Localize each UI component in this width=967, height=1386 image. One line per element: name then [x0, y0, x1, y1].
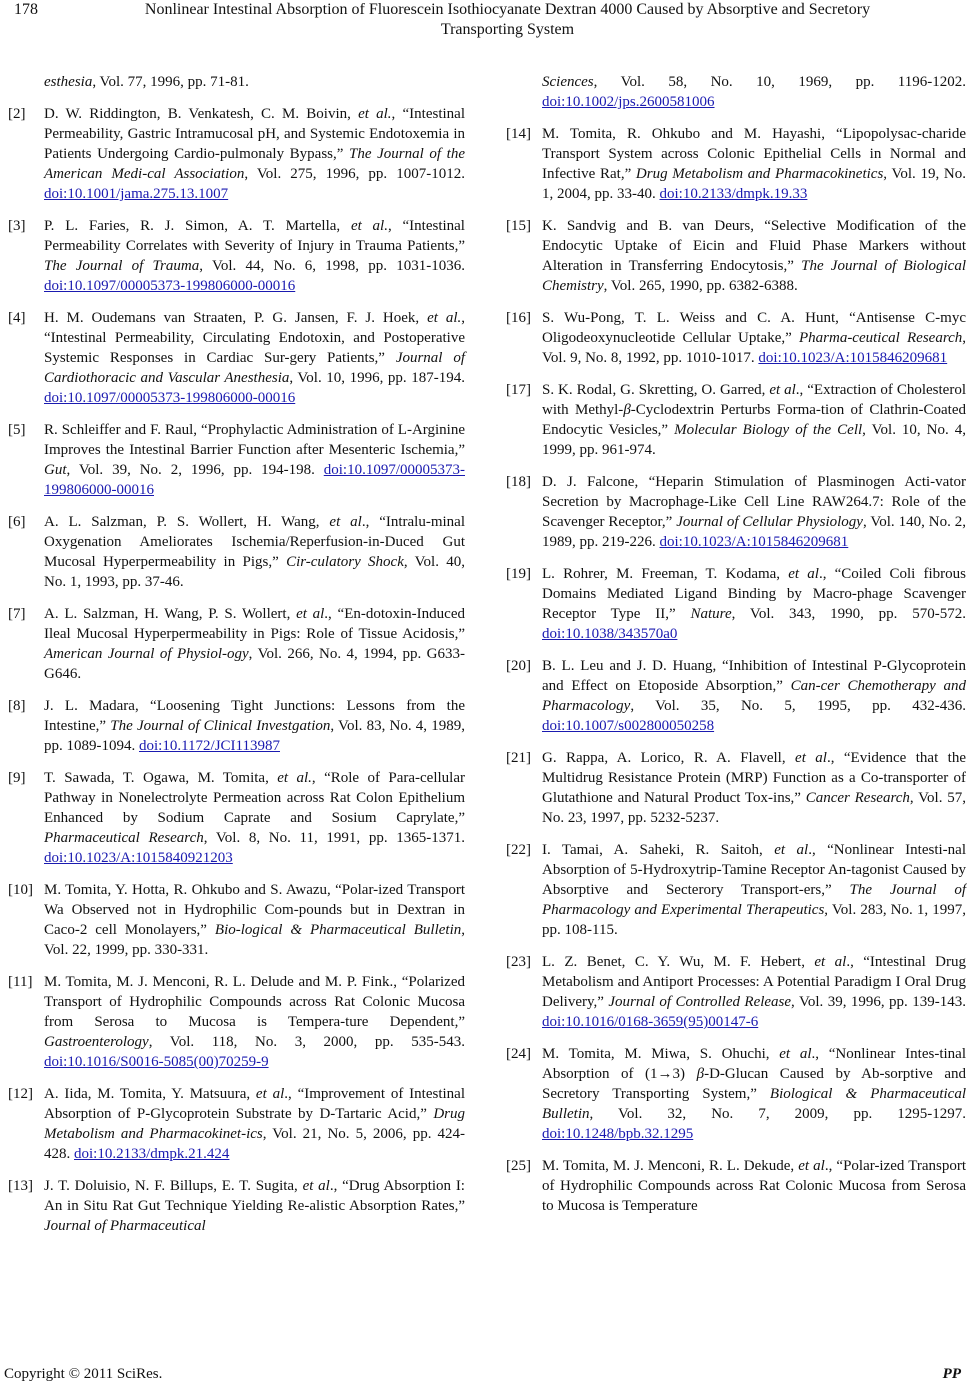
reference-italic-text: Bio-logical & Pharmaceutical Bulletin — [214, 922, 462, 938]
reference-text: , Vol. 58, No. 10, 1969, pp. 1196-1202. — [593, 74, 966, 90]
reference-italic-text: American Journal of Physiol-ogy — [44, 646, 249, 662]
reference-italic-text: et al — [788, 566, 819, 582]
reference-italic-text: et al — [769, 382, 796, 398]
reference-text: L. Z. Benet, C. Y. Wu, M. F. Hebert, — [542, 954, 815, 970]
reference-entry — [8, 216, 465, 296]
reference-italic-text: Drug Metabolism and Pharmacokinet-ics — [44, 1106, 465, 1142]
reference-number: [18] — [506, 474, 531, 490]
reference-text: ., “Polar-ized Transport of Hydrophilic Compounds across Rat Colonic Mucosa from Serosa to Mucosa is Temperature — [542, 1158, 967, 1214]
reference-text: , Vol. 83, No. 4, 1989, pp. 1089-1094. — [44, 718, 465, 754]
reference-entry — [506, 472, 966, 552]
reference-text: R. Schleiffer and F. Raul, “Prophylactic Administration of L-Arginine Improves the Intestinal Barrier Function after Mesenteric Ischemia,” — [44, 422, 465, 458]
doi-link[interactable]: doi:10.1016/S0016-5085(00)70259-9 — [44, 1054, 269, 1070]
reference-text: , Vol. 32, No. 7, 2009, pp. 1295-1297. — [589, 1106, 966, 1122]
journal-abbreviation: PP — [942, 1366, 961, 1382]
reference-entry — [8, 308, 465, 408]
reference-text: , Vol. 19, No. 1, 2004, pp. 33-40. — [542, 166, 966, 202]
reference-text: ., “Coiled Coli fibrous Domains Mediated Ligand Binding by Macro-phage Scavenger Receptor Type II,” — [542, 566, 966, 622]
reference-text: ., “Drug Absorption I: An in Situ Rat Gut Technique Yielding Re-alistic Absorption Rates,” — [44, 1178, 465, 1214]
reference-number: [10] — [8, 882, 33, 898]
reference-text: , Vol. 57, No. 23, 1997, pp. 5232-5237. — [542, 790, 966, 826]
reference-italic-text: esthesia — [44, 74, 93, 90]
doi-link[interactable]: doi:10.1007/s002800050258 — [542, 718, 715, 734]
reference-entry — [8, 104, 465, 204]
reference-entry — [8, 72, 465, 92]
reference-italic-text: Journal of Cardiothoracic and Vascular Anesthesia — [44, 350, 465, 386]
reference-italic-text: Cancer Research — [805, 790, 910, 806]
reference-number: [23] — [506, 954, 531, 970]
reference-entry — [506, 564, 966, 644]
reference-text: , Vol. 265, 1990, pp. 6382-6388. — [603, 278, 798, 294]
page-header — [0, 0, 967, 44]
reference-italic-text: The Journal of Biological Chemistry — [542, 258, 966, 294]
reference-text: , Vol. 35, No. 5, 1995, pp. 432-436. — [630, 698, 966, 714]
running-title-line-2: Transporting System — [440, 21, 575, 38]
doi-link[interactable]: doi:10.1002/jps.2600581006 — [542, 94, 715, 110]
reference-text: , Vol. 21, No. 5, 2006, pp. 424-428. — [44, 1126, 466, 1162]
reference-text: A. Iida, M. Tomita, Y. Matsuura, — [44, 1086, 256, 1102]
reference-text: J. L. Madara, “Loosening Tight Junctions: Lessons from the Intestine,” — [44, 698, 465, 734]
references-left-column — [8, 72, 465, 1248]
reference-italic-text: et al. — [427, 310, 462, 326]
doi-link[interactable]: doi:10.1097/00005373-199806000-00016 — [44, 462, 465, 498]
reference-entry — [8, 604, 465, 684]
reference-entry — [8, 512, 465, 592]
reference-entry — [506, 840, 966, 940]
reference-number: [14] — [506, 126, 531, 142]
reference-text: K. Sandvig and B. van Deurs, “Selective Modification of the Endocytic Uptake of Eicin and Fluid Phase Markers without Alteration in Transferring Endocytosis,” — [542, 218, 966, 274]
reference-text: , Vol. 283, No. 1, 1997, pp. 108-115. — [542, 902, 966, 938]
reference-entry — [506, 748, 966, 828]
reference-number: [12] — [8, 1086, 33, 1102]
reference-italic-text: Can-cer Chemotherapy and Pharmacology — [542, 678, 966, 714]
reference-entry — [506, 656, 966, 736]
reference-text: L. Rohrer, M. Freeman, T. Kodama, — [542, 566, 789, 582]
reference-italic-text: et al — [255, 1086, 285, 1102]
reference-number: [11] — [8, 974, 33, 990]
reference-number: [5] — [8, 422, 26, 438]
reference-italic-text: The Journal of the American Medi-cal Association — [44, 146, 466, 182]
reference-text: M. Tomita, M. J. Menconi, R. L. Dekude, — [542, 1158, 799, 1174]
reference-number: [4] — [8, 310, 26, 326]
reference-italic-text: et al — [296, 606, 325, 622]
reference-text: , Vol. 77, 1996, pp. 71-81. — [92, 74, 249, 90]
page-number: 178 — [14, 1, 38, 18]
reference-text: , Vol. 40, No. 1, 1993, pp. 37-46. — [44, 554, 466, 590]
reference-italic-text: Gut — [44, 462, 67, 478]
reference-entry — [506, 72, 966, 112]
doi-link[interactable]: doi:10.1023/A:1015846209681 — [758, 350, 948, 366]
reference-text: J. T. Doluisio, N. F. Billups, E. T. Sugita, — [44, 1178, 303, 1194]
reference-text: ., “Evidence that the Multidrug Resistance Protein (MRP) Function as a Co-transporter of Glutathione and Natural Product Tox-ins,” — [542, 750, 967, 806]
reference-text: , “Intestinal Permeability, Gastric Intramucosal pH, and Systemic Endotoxemia in Patients Undergoing Cardio-pulmonaly Bypass,” — [44, 106, 465, 162]
reference-entry — [8, 1084, 465, 1164]
reference-number: [20] — [506, 658, 531, 674]
reference-text: ., “Nonlinear Intesti-nal Absorption of 5-Hydroxytrip-Tamine Receptor An-tagonist Caused by Absorptive and Secterory Transport-ers,” — [542, 842, 966, 898]
page-footer — [0, 1364, 967, 1386]
reference-text: , Vol. 275, 1996, pp. 1007-1012. — [244, 166, 466, 182]
reference-italic-text: et al — [302, 1178, 330, 1194]
doi-link[interactable]: doi:10.2133/dmpk.19.33 — [659, 186, 808, 202]
reference-text: , “Intestinal Permeability, Circulating Endotoxin, and Postoperative Systemic Responses in Cardiac Sur-gery Patients,” — [44, 310, 465, 366]
reference-italic-text: β — [623, 402, 631, 418]
doi-link[interactable]: doi:10.1001/jama.275.13.1007 — [44, 186, 229, 202]
reference-number: [13] — [8, 1178, 33, 1194]
reference-entry — [8, 420, 465, 500]
reference-italic-text: et al — [798, 1158, 825, 1174]
reference-number: [15] — [506, 218, 531, 234]
reference-text: B. L. Leu and J. D. Huang, “Inhibition of Intestinal P-Glycoprotein and Effect on Etoposide Absorption,” — [542, 658, 966, 694]
reference-number: [22] — [506, 842, 531, 858]
reference-text: ., “Intralu-minal Oxygenation Ameliorates Ischemia/Reperfusion-in-Duced Gut Mucosal Hyperpermeability in Pigs,” — [44, 514, 466, 570]
reference-entry — [506, 124, 966, 204]
reference-italic-text: Biological & Pharmaceutical Bulletin — [542, 1086, 967, 1122]
reference-italic-text: Journal of Controlled Release — [608, 994, 792, 1010]
reference-italic-text: et al — [329, 514, 362, 530]
reference-entry — [506, 1044, 966, 1144]
reference-text: M. Tomita, Y. Hotta, R. Ohkubo and S. Awazu, “Polar-ized Transport Wa Observed not in Hydrophilic Com-pounds but in Dextran in Caco-2 cell Monolayers,” — [44, 882, 465, 938]
reference-entry — [506, 380, 966, 460]
reference-text: -D-Glucan Caused by Ab-sorptive and Secretory Transporting System,” — [542, 1066, 966, 1102]
reference-text: , Vol. 118, No. 3, 2000, pp. 535-543. — [148, 1034, 465, 1050]
references-right-column — [506, 72, 966, 1228]
doi-link[interactable]: doi:10.1023/A:1015846209681 — [659, 534, 849, 550]
reference-number: [17] — [506, 382, 531, 398]
reference-text: ., “Extraction of Cholesterol with Methyl- — [542, 382, 966, 418]
reference-italic-text: et al. — [350, 218, 388, 234]
reference-text: M. Tomita, M. J. Menconi, R. L. Delude and M. P. Fink., “Polarized Transport of Hydrophilic Compounds across Rat Colonic Mucosa from Serosa to Mucosa is Tempera-ture Dependent,” — [44, 974, 465, 1030]
reference-number: [8] — [8, 698, 26, 714]
reference-number: [2] — [8, 106, 26, 122]
reference-text: , Vol. 39, No. 2, 1996, pp. 194-198. — [66, 462, 324, 478]
reference-entry — [506, 952, 966, 1032]
reference-italic-text: Journal of Cellular Physiology — [676, 514, 863, 530]
reference-text: D. J. Falcone, “Heparin Stimulation of Plasminogen Acti-vator Secretion by Macrophage-Like Cell Line RAW264.7: Role of the Scavenger Receptor,” — [542, 474, 966, 530]
reference-number: [3] — [8, 218, 26, 234]
reference-italic-text: Pharma-ceutical Research — [798, 330, 963, 346]
reference-text: ., “Improvement of Intestinal Absorption of P-Glycoprotein Substrate by D-Tartaric Acid,” — [44, 1086, 465, 1122]
reference-text: G. Rappa, A. Lorico, R. A. Flavell, — [542, 750, 796, 766]
reference-text: -Cyclodextrin Perturbs Forma-tion of Clathrin-Coated Endocytic Vesicles,” — [542, 402, 966, 438]
reference-entry — [8, 880, 465, 960]
reference-italic-text: The Journal of Trauma — [44, 258, 200, 274]
reference-italic-text: Drug Metabolism and Pharmacokinetics — [635, 166, 884, 182]
reference-text: T. Sawada, T. Ogawa, M. Tomita, — [44, 770, 278, 786]
reference-italic-text: Molecular Biology of the Cell — [674, 422, 863, 438]
reference-italic-text: et al. — [358, 106, 392, 122]
reference-text: , Vol. 266, No. 4, 1994, pp. G633-G646. — [44, 646, 465, 682]
copyright-notice: Copyright © 2011 SciRes. — [4, 1366, 163, 1382]
reference-text: M. Tomita, M. Miwa, S. Ohuchi, — [542, 1046, 780, 1062]
reference-text: , “Intestinal Permeability Correlates with Severity of Injury in Trauma Patients,” — [44, 218, 465, 254]
reference-text: ., “Nonlinear Intes-tinal Absorption of (1→3) — [542, 1046, 966, 1082]
reference-italic-text: Journal of Pharmaceutical — [44, 1218, 206, 1234]
reference-entry — [8, 972, 465, 1072]
reference-text: , Vol. 9, No. 8, 1992, pp. 1010-1017. — [542, 330, 967, 366]
reference-number: [19] — [506, 566, 531, 582]
reference-italic-text: Cir-culatory Shock — [286, 554, 404, 570]
reference-italic-text: The Journal of Clinical Investgation — [110, 718, 331, 734]
reference-italic-text: et al. — [277, 770, 312, 786]
doi-link[interactable]: doi:10.1097/00005373-199806000-00016 — [44, 278, 296, 294]
doi-link[interactable]: doi:10.1172/JCI113987 — [139, 738, 280, 754]
reference-entry — [506, 216, 966, 296]
reference-text: , Vol. 39, 1996, pp. 139-143. — [791, 994, 966, 1010]
reference-number: [6] — [8, 514, 26, 530]
reference-entry — [8, 1176, 465, 1236]
reference-text: ., “Intestinal Drug Metabolism and Antiport Processes: A Potential Paradigm I Oral Drug Delivery,” — [542, 954, 966, 1010]
reference-number: [16] — [506, 310, 531, 326]
reference-text: ., “En-dotoxin-Induced Ileal Mucosal Hyperpermeability in Pigs: Role of Tissue Acidosis,” — [44, 606, 465, 642]
reference-text: A. L. Salzman, H. Wang, P. S. Wollert, — [44, 606, 297, 622]
reference-text: S. K. Rodal, G. Skretting, O. Garred, — [542, 382, 770, 398]
reference-text: M. Tomita, R. Ohkubo and M. Hayashi, “Lipopolysac-charide Transport System across Colonic Epithelial Cells in Normal and Infective Rat,” — [542, 126, 966, 182]
reference-italic-text: et al — [779, 1046, 812, 1062]
reference-italic-text: et al — [774, 842, 809, 858]
reference-number: [21] — [506, 750, 531, 766]
doi-link[interactable]: doi:10.1016/0168-3659(95)00147-6 — [542, 1014, 759, 1030]
doi-link[interactable]: doi:10.1248/bpb.32.1295 — [542, 1126, 694, 1142]
reference-text: , Vol. 22, 1999, pp. 330-331. — [44, 922, 466, 958]
reference-text: , Vol. 140, No. 2, 1989, pp. 219-226. — [542, 514, 966, 550]
reference-text: P. L. Faries, R. J. Simon, A. T. Martella, — [44, 218, 351, 234]
doi-link[interactable]: doi:10.1023/A:1015840921203 — [44, 850, 233, 866]
reference-text: , Vol. 343, 1990, pp. 570-572. — [731, 606, 966, 622]
reference-italic-text: Gastroenterology — [44, 1034, 149, 1050]
reference-text: , Vol. 10, No. 4, 1999, pp. 961-974. — [542, 422, 966, 458]
reference-number: [25] — [506, 1158, 531, 1174]
reference-entry — [506, 308, 966, 368]
reference-text: S. Wu-Pong, T. L. Weiss and C. A. Hunt, “Antisense C-myc Oligodeoxynucleotide Cellular Uptake,” — [542, 310, 966, 346]
reference-italic-text: The Journal of Pharmacology and Experimental Therapeutics — [542, 882, 966, 918]
reference-entry — [506, 1156, 966, 1216]
reference-text: , Vol. 10, 1996, pp. 187-194. — [289, 370, 465, 386]
doi-link[interactable]: doi:10.2133/dmpk.21.424 — [74, 1146, 230, 1162]
reference-text: H. M. Oudemans van Straaten, P. G. Jansen, F. J. Hoek, — [44, 310, 428, 326]
reference-text: A. L. Salzman, P. S. Wollert, H. Wang, — [44, 514, 330, 530]
reference-text: , “Role of Para-cellular Pathway in Nonelectrolyte Permeation across Rat Colon Epithelium Enhanced by Sodium Caprate and Sosium Caprylate,” — [44, 770, 465, 826]
reference-text: , Vol. 8, No. 11, 1991, pp. 1365-1371. — [203, 830, 465, 846]
reference-entry — [8, 768, 465, 868]
reference-text: D. W. Riddington, B. Venkatesh, C. M. Boivin, — [44, 106, 359, 122]
doi-link[interactable]: doi:10.1038/343570a0 — [542, 626, 678, 642]
reference-italic-text: et al — [795, 750, 827, 766]
reference-text: , Vol. 44, No. 6, 1998, pp. 1031-1036. — [199, 258, 466, 274]
reference-number: [7] — [8, 606, 26, 622]
reference-italic-text: Pharmaceutical Research — [44, 830, 204, 846]
reference-number: [24] — [506, 1046, 531, 1062]
reference-italic-text: Sciences — [542, 74, 594, 90]
reference-italic-text: Nature — [690, 606, 732, 622]
running-title — [60, 0, 955, 40]
doi-link[interactable]: doi:10.1097/00005373-199806000-00016 — [44, 390, 296, 406]
reference-entry — [8, 696, 465, 756]
running-title-line-1: Nonlinear Intestinal Absorption of Fluorescein Isothiocyanate Dextran 4000 Caused by Absorptive and Secretory — [144, 1, 871, 18]
reference-italic-text: β — [696, 1066, 705, 1082]
reference-text: I. Tamai, A. Saheki, R. Saitoh, — [542, 842, 775, 858]
reference-number: [9] — [8, 770, 26, 786]
reference-italic-text: et al — [814, 954, 847, 970]
